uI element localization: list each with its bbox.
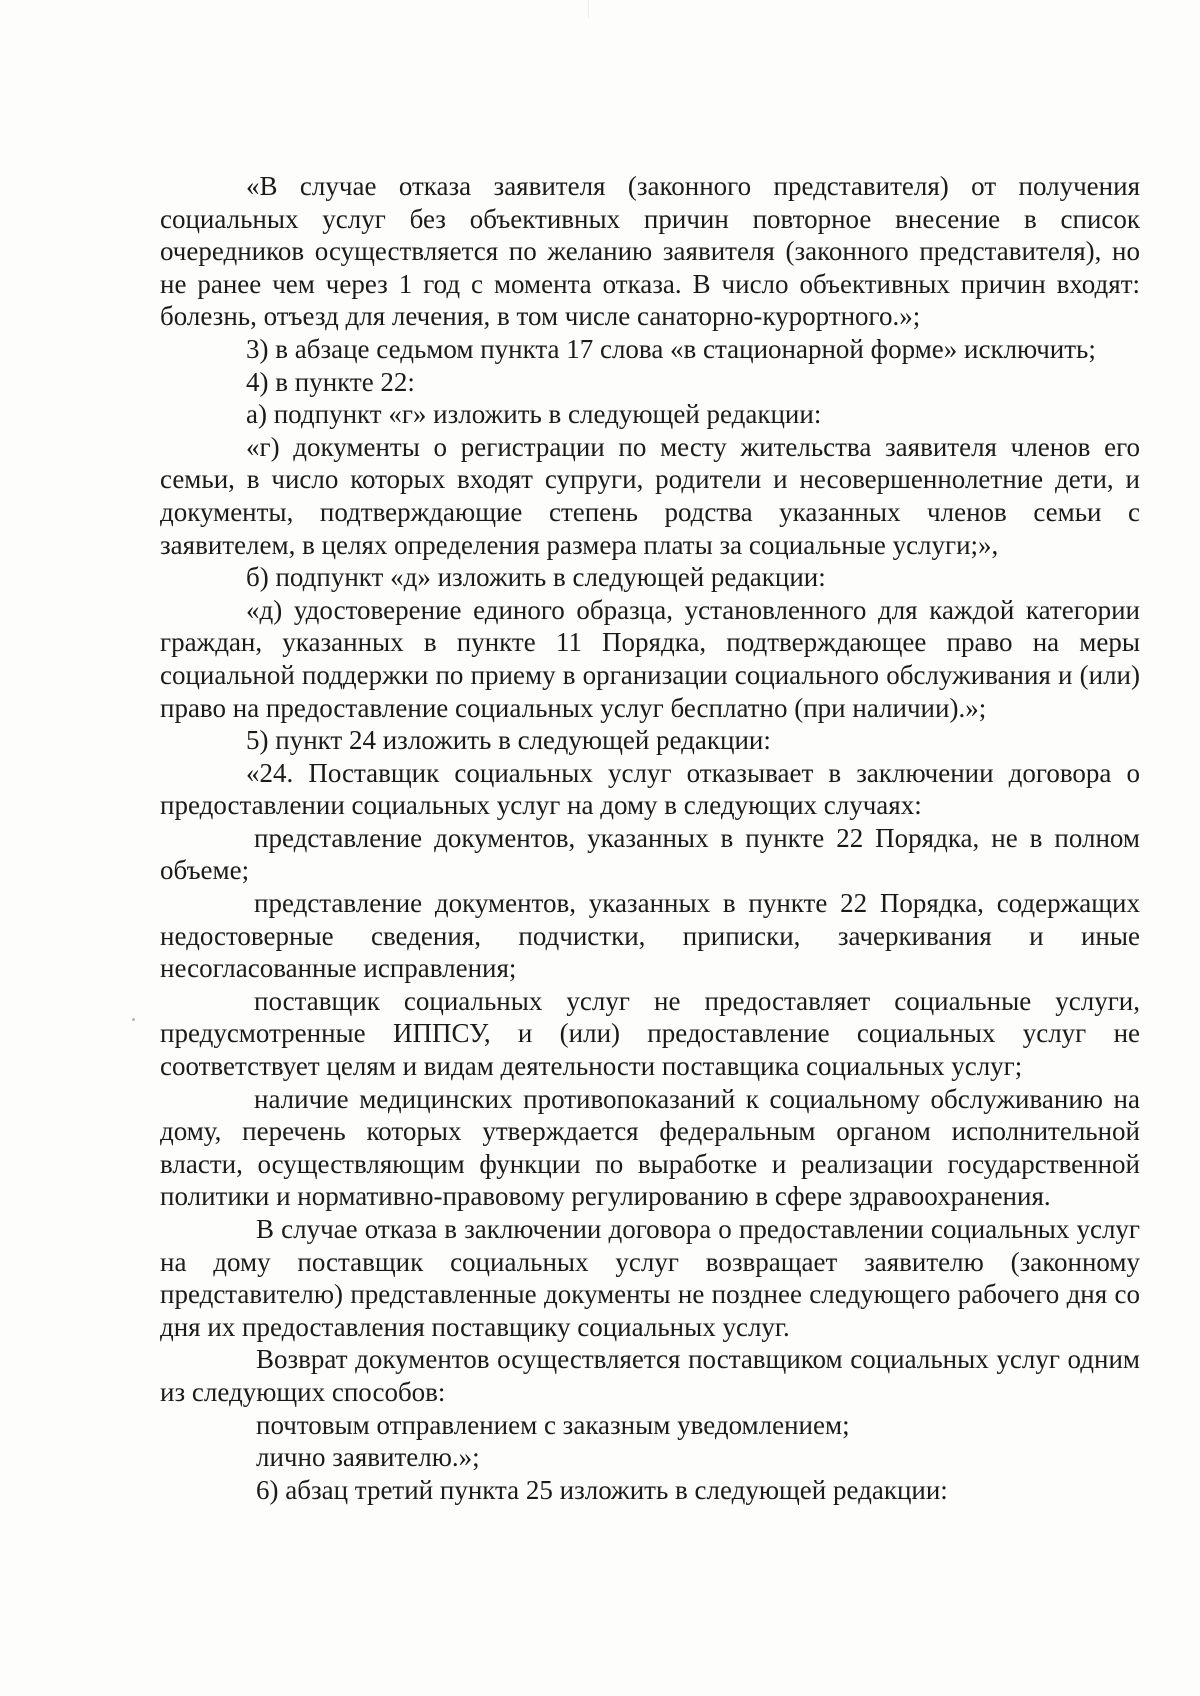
paragraph-postal: почтовым отправлением с заказным уведомлением; [256, 1409, 850, 1440]
paragraph-item-3: 3) в абзаце седьмом пункта 17 слова «в стационарной форме» исключить; [246, 333, 1096, 364]
paragraph-item-4: 4) в пункте 22: [246, 366, 415, 397]
paragraph-return-documents: В случае отказа в заключении договора о предоставлении социальных услуг на дому поставщик социальных услуг возвращает заявителю (законному представителю) представленные документы не позднее следующего рабочего дня со дня их предоставления поставщику социальных услуг. [160, 1214, 1140, 1342]
paragraph-quote-refusal: «В случае отказа заявителя (законного представителя) от получения социальных услуг без объективных причин повторное внесение в список очередников осуществляется по желанию заявителя (законного представителя), но не ранее чем через 1 год с момента отказа. В число объективных причин входят: болезнь, отъезд для лечения, в том числе санаторно-курортного.»; [160, 171, 1140, 332]
document-body [160, 170, 1140, 1506]
paragraph-subitem-b: б) подпункт «д» изложить в следующей редакции: [246, 562, 826, 593]
paragraph-in-person: лично заявителю.»; [256, 1442, 480, 1473]
page-fold-mark [588, 0, 589, 18]
paragraph-provider-services: поставщик социальных услуг не предоставляет социальные услуги, предусмотренные ИППСУ, и (или) предоставление социальных услуг не соответствует целям и видам деятельности поставщика социальных услуг; [160, 985, 1140, 1082]
paragraph-subitem-g-text: «г) документы о регистрации по месту жительства заявителя членов его семьи, в число которых входят супруги, родители и несовершеннолетние дети, и документы, подтверждающие степень родства указанных членов семьи с заявителем, в целях определения размера платы за социальные услуги;», [160, 431, 1140, 560]
paragraph-point-24: «24. Поставщик социальных услуг отказывает в заключении договора о предоставлении социальных услуг на дому в следующих случаях: [160, 757, 1140, 821]
paragraph-medical-contraindications: наличие медицинских противопоказаний к социальному обслуживанию на дому, перечень которых утверждается федеральным органом исполнительной власти, осуществляющим функции по выработке и реализации государственной политики и нормативно-правовому регулированию в сфере здравоохранения. [160, 1083, 1140, 1212]
paragraph-item-5: 5) пункт 24 изложить в следующей редакции: [246, 725, 771, 756]
paragraph-return-methods: Возврат документов осуществляется поставщиком социальных услуг одним из следующих способов: [160, 1344, 1140, 1407]
paragraph-item-6: 6) абзац третий пункта 25 изложить в следующей редакции: [256, 1474, 948, 1505]
paragraph-false-info: представление документов, указанных в пункте 22 Порядка, содержащих недостоверные сведения, подчистки, приписки, зачеркивания и иные несогласованные исправления; [160, 888, 1140, 984]
paragraph-incomplete-docs: представление документов, указанных в пункте 22 Порядка, не в полном объеме; [160, 822, 1140, 886]
paragraph-subitem-d-text: «д) удостоверение единого образца, установленного для каждой категории граждан, указанных в пункте 11 Порядка, подтверждающее право на меры социальной поддержки по приему в организации социального обслуживания и (или) право на предоставление социальных услуг бесплатно (при наличии).»; [160, 594, 1140, 723]
scan-speck [132, 1018, 135, 1021]
paragraph-subitem-a: а) подпункт «г» изложить в следующей редакции: [246, 399, 822, 430]
